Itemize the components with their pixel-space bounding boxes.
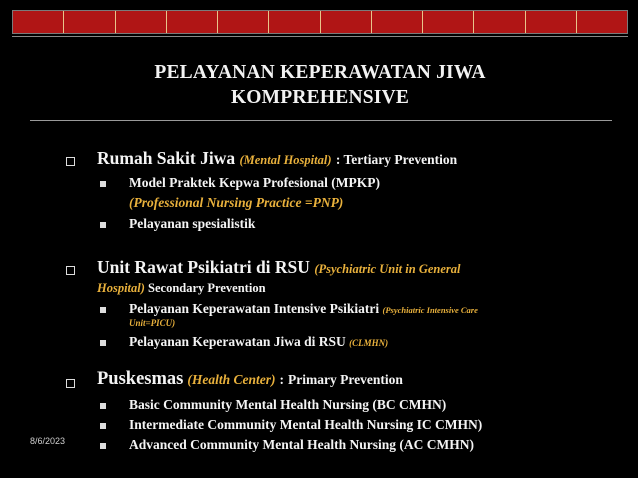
- filled-square-bullet-icon: [100, 443, 106, 449]
- decorative-cell: [269, 11, 320, 33]
- section2-sub1-en-b: Unit=PICU): [129, 318, 176, 328]
- filled-square-bullet-icon: [100, 222, 106, 228]
- section2-sub1-text: Pelayanan Keperawatan Intensive Psikiatri: [129, 301, 380, 316]
- section2-title: Unit Rawat Psikiatri di RSU: [97, 257, 310, 277]
- section1-title-en: (Mental Hospital): [239, 153, 332, 167]
- title-line-2: KOMPREHENSIVE: [230, 87, 410, 108]
- decorative-cell: [526, 11, 577, 33]
- section1-sub1-en: (Professional Nursing Practice =PNP): [129, 195, 344, 210]
- section2-level: Secondary Prevention: [148, 281, 266, 295]
- filled-square-bullet-icon: [100, 181, 106, 187]
- section2-second-line: [97, 281, 266, 296]
- section3-main: [97, 369, 403, 390]
- filled-square-bullet-icon: [100, 307, 106, 313]
- section2-main: [97, 257, 461, 278]
- section1-sub1: Model Praktek Kepwa Profesional (MPKP): [129, 175, 380, 190]
- decorative-cell: [372, 11, 423, 33]
- filled-square-bullet-icon: [100, 403, 106, 409]
- decorative-cell: [64, 11, 115, 33]
- section1-level: : Tertiary Prevention: [335, 152, 458, 167]
- section3-sub1: Basic Community Mental Health Nursing (BC CMHN): [129, 397, 447, 412]
- section2-sub2-en: (CLMHN): [349, 338, 389, 348]
- decorative-cell: [13, 11, 64, 33]
- decorative-cell: [116, 11, 167, 33]
- section1-sub2: Pelayanan spesialistik: [129, 216, 256, 231]
- decorative-cell: [474, 11, 525, 33]
- section2-title-en-b: Hospital): [97, 281, 145, 295]
- section1-title: Rumah Sakit Jiwa: [97, 148, 236, 168]
- section3-level-sep: :: [279, 372, 284, 387]
- decorative-cell: [423, 11, 474, 33]
- decorative-line: [12, 36, 628, 37]
- section2-title-en-a: (Psychiatric Unit in General: [314, 262, 461, 276]
- decorative-cell: [218, 11, 269, 33]
- title-line-1: PELAYANAN KEPERAWATAN JIWA: [154, 62, 486, 83]
- decorative-cell: [167, 11, 218, 33]
- decorative-cell: [321, 11, 372, 33]
- slide-title: [95, 60, 545, 110]
- decorative-cell: [577, 11, 627, 33]
- section2-sub2-text: Pelayanan Keperawatan Jiwa di RSU: [129, 334, 346, 349]
- section3-sub3: Advanced Community Mental Health Nursing (AC CMHN): [129, 437, 474, 452]
- section2-sub1-en-a: (Psychiatric Intensive Care: [382, 305, 478, 315]
- section3-title: Puskesmas: [97, 369, 184, 389]
- section2-sub2: [129, 334, 388, 350]
- filled-square-bullet-icon: [100, 423, 106, 429]
- filled-square-bullet-icon: [100, 340, 106, 346]
- section1-main: [97, 148, 457, 169]
- slide-date: 8/6/2023: [30, 436, 66, 446]
- decorative-header-bar: [12, 10, 628, 34]
- section3-sub2: Intermediate Community Mental Health Nursing IC CMHN): [129, 417, 483, 432]
- hollow-square-bullet-icon: [66, 266, 75, 275]
- title-divider: [30, 120, 612, 121]
- section3-title-en: (Health Center): [187, 372, 276, 387]
- section2-sub1: [129, 301, 478, 317]
- hollow-square-bullet-icon: [66, 379, 75, 388]
- section3-level: Primary Prevention: [287, 372, 403, 387]
- hollow-square-bullet-icon: [66, 157, 75, 166]
